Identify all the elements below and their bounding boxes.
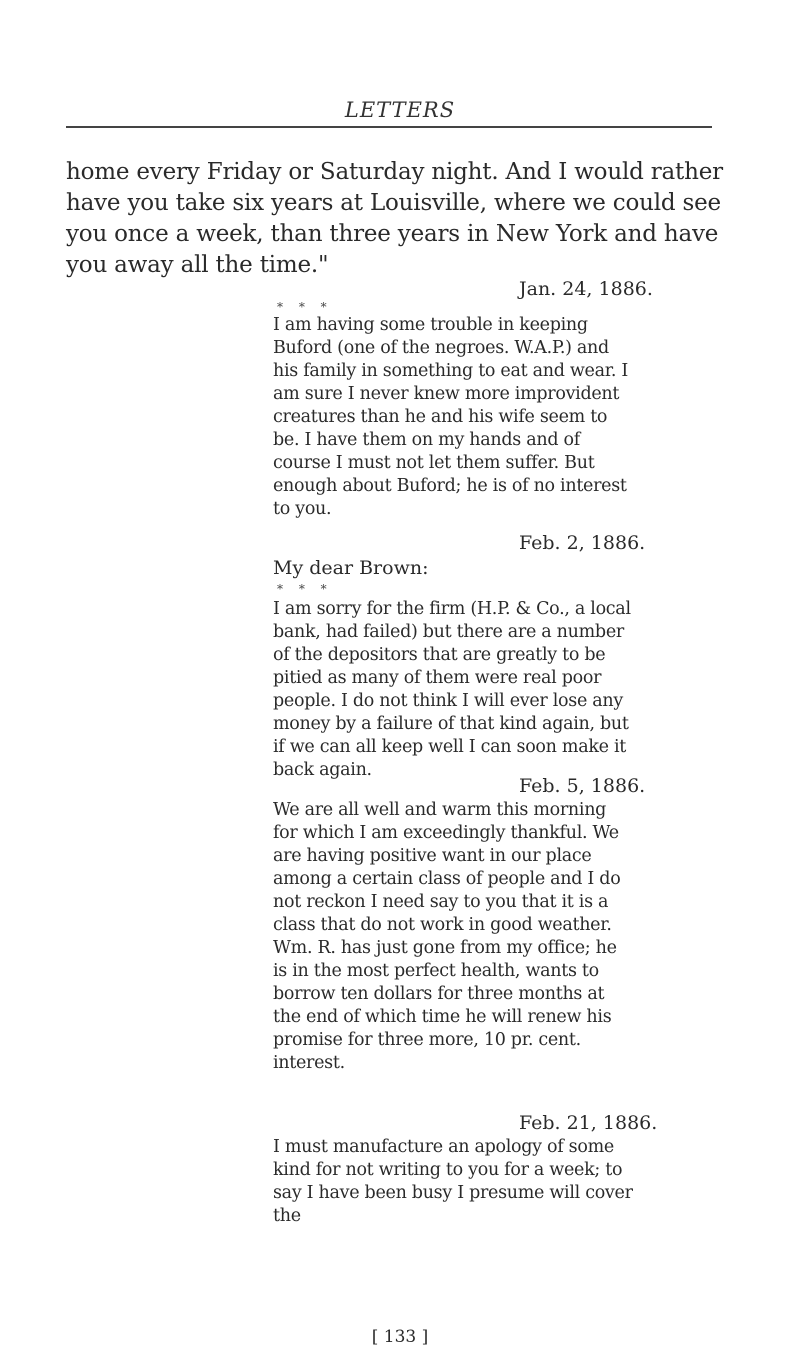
entry-text: I am sorry for the firm (H.P. & Co., a local bank, had failed) but there are a number of the depositors that are greatly to be pitied as many of them were real poor people. I do not think I will ever lose any money by a failure of that kind again, but if we can all keep well I can soon make it back again. — [273, 599, 631, 780]
ellipsis-stars: * * * — [277, 582, 333, 596]
entry-date: Jan. 24, 1886. — [519, 278, 653, 300]
running-header: LETTERS — [344, 98, 456, 122]
entry-text: I am having some trouble in keeping Buford (one of the negroes. W.A.P.) and his family in something to eat and wear. I am sure I never knew more improvident creatures than he and his wife seem to be. I have them on my hands and of course I must not let them suffer. But enough about Buford; he is of no interest to you. — [273, 315, 629, 519]
ellipsis-stars: * * * — [277, 300, 333, 314]
intro-paragraph: home every Friday or Saturday night. And I would rather have you take six years at Louisville, where we could see you once a week, than three years in New York and have you away all the time." — [66, 159, 723, 278]
entry-date: Feb. 5, 1886. — [519, 775, 646, 797]
entry-date: Feb. 2, 1886. — [519, 532, 646, 554]
entry-date: Feb. 21, 1886. — [519, 1112, 658, 1134]
header-rule — [66, 126, 712, 128]
salutation: My dear Brown: — [273, 557, 429, 579]
page-number: [ 133 ] — [371, 1327, 429, 1347]
entry-text: We are all well and warm this morning for which I am exceedingly thankful. We are having positive want in our place among a certain class of people and I do not reckon I need say to you that it is a class that do not work in good weather. Wm. R. has just gone from my office; he is in the most perfect health, wants to borrow ten dollars for three months at the end of which time he will renew his promise for three more, 10 pr. cent. interest. — [273, 800, 621, 1073]
entry-text: I must manufacture an apology of some kind for not writing to you for a week; to say I have been busy I presume will cover the — [273, 1137, 633, 1226]
